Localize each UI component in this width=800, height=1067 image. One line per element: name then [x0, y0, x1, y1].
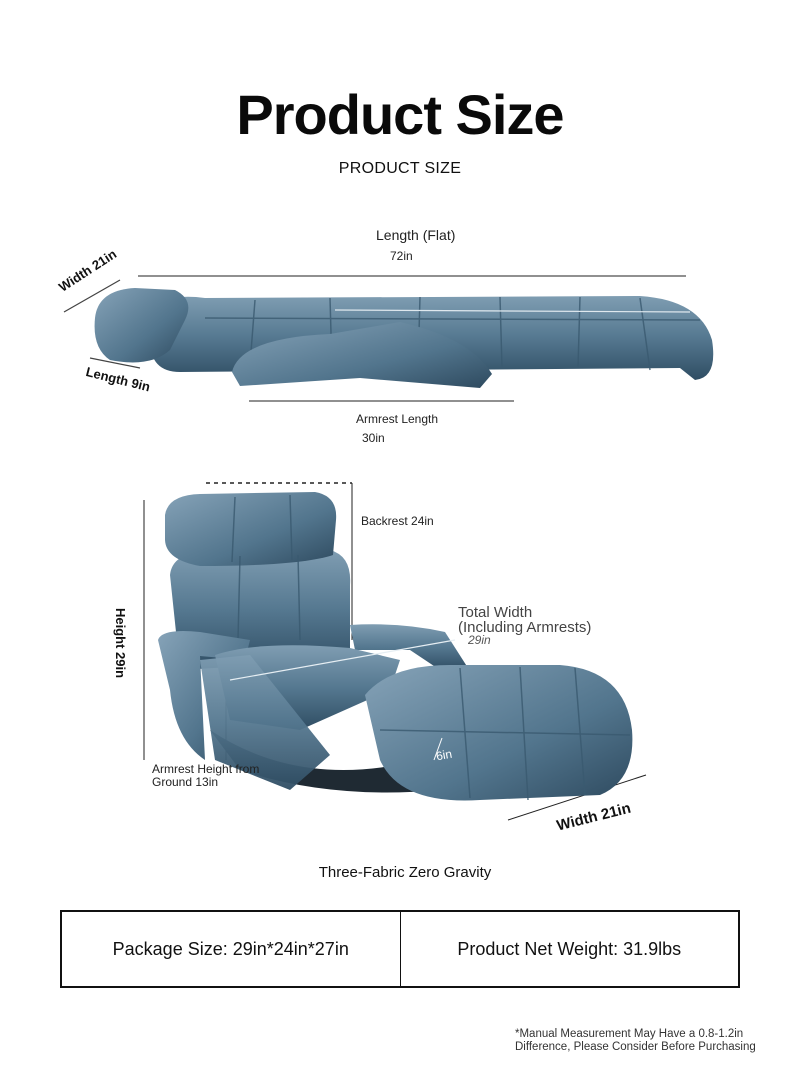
page-subtitle: PRODUCT SIZE [338, 160, 462, 177]
total-width-label-line1: Total Width [458, 604, 533, 621]
net-weight-cell: Product Net Weight: 31.9lbs [400, 912, 739, 986]
armrest-height-line1: Armrest Height from [152, 762, 260, 776]
flat-lounger [95, 288, 714, 388]
armrest-length-label: Armrest Length [356, 412, 439, 426]
armrest-height-line2: Ground 13in [152, 775, 219, 789]
measurement-note [515, 1028, 795, 1054]
total-width-value: 29in [468, 633, 491, 647]
height-label: Height 29in [113, 608, 128, 679]
width-label: Width 21in [56, 246, 120, 295]
pillow-length-label: Length 9in [84, 364, 152, 395]
package-size-cell: Package Size: 29in*24in*27in [112, 938, 349, 959]
total-width-label-line2: (Including Armrests) [458, 619, 592, 636]
footrest-width-label: Width 21in [555, 799, 633, 835]
note-line2: Difference, Please Consider Before Purchasing [515, 1041, 756, 1053]
length-flat-label: Length (Flat) [376, 227, 456, 243]
length-flat-value: 72in [390, 249, 413, 263]
armrest-length-value: 30in [362, 431, 385, 445]
thickness-label: 6in [434, 746, 454, 764]
backrest-label: Backrest 24in [361, 514, 434, 528]
specs-table [60, 910, 740, 988]
note-line1: *Manual Measurement May Have a 0.8-1.2in [515, 1028, 744, 1040]
product-caption: Three-Fabric Zero Gravity [318, 864, 492, 881]
page-title: Product Size [236, 83, 564, 146]
